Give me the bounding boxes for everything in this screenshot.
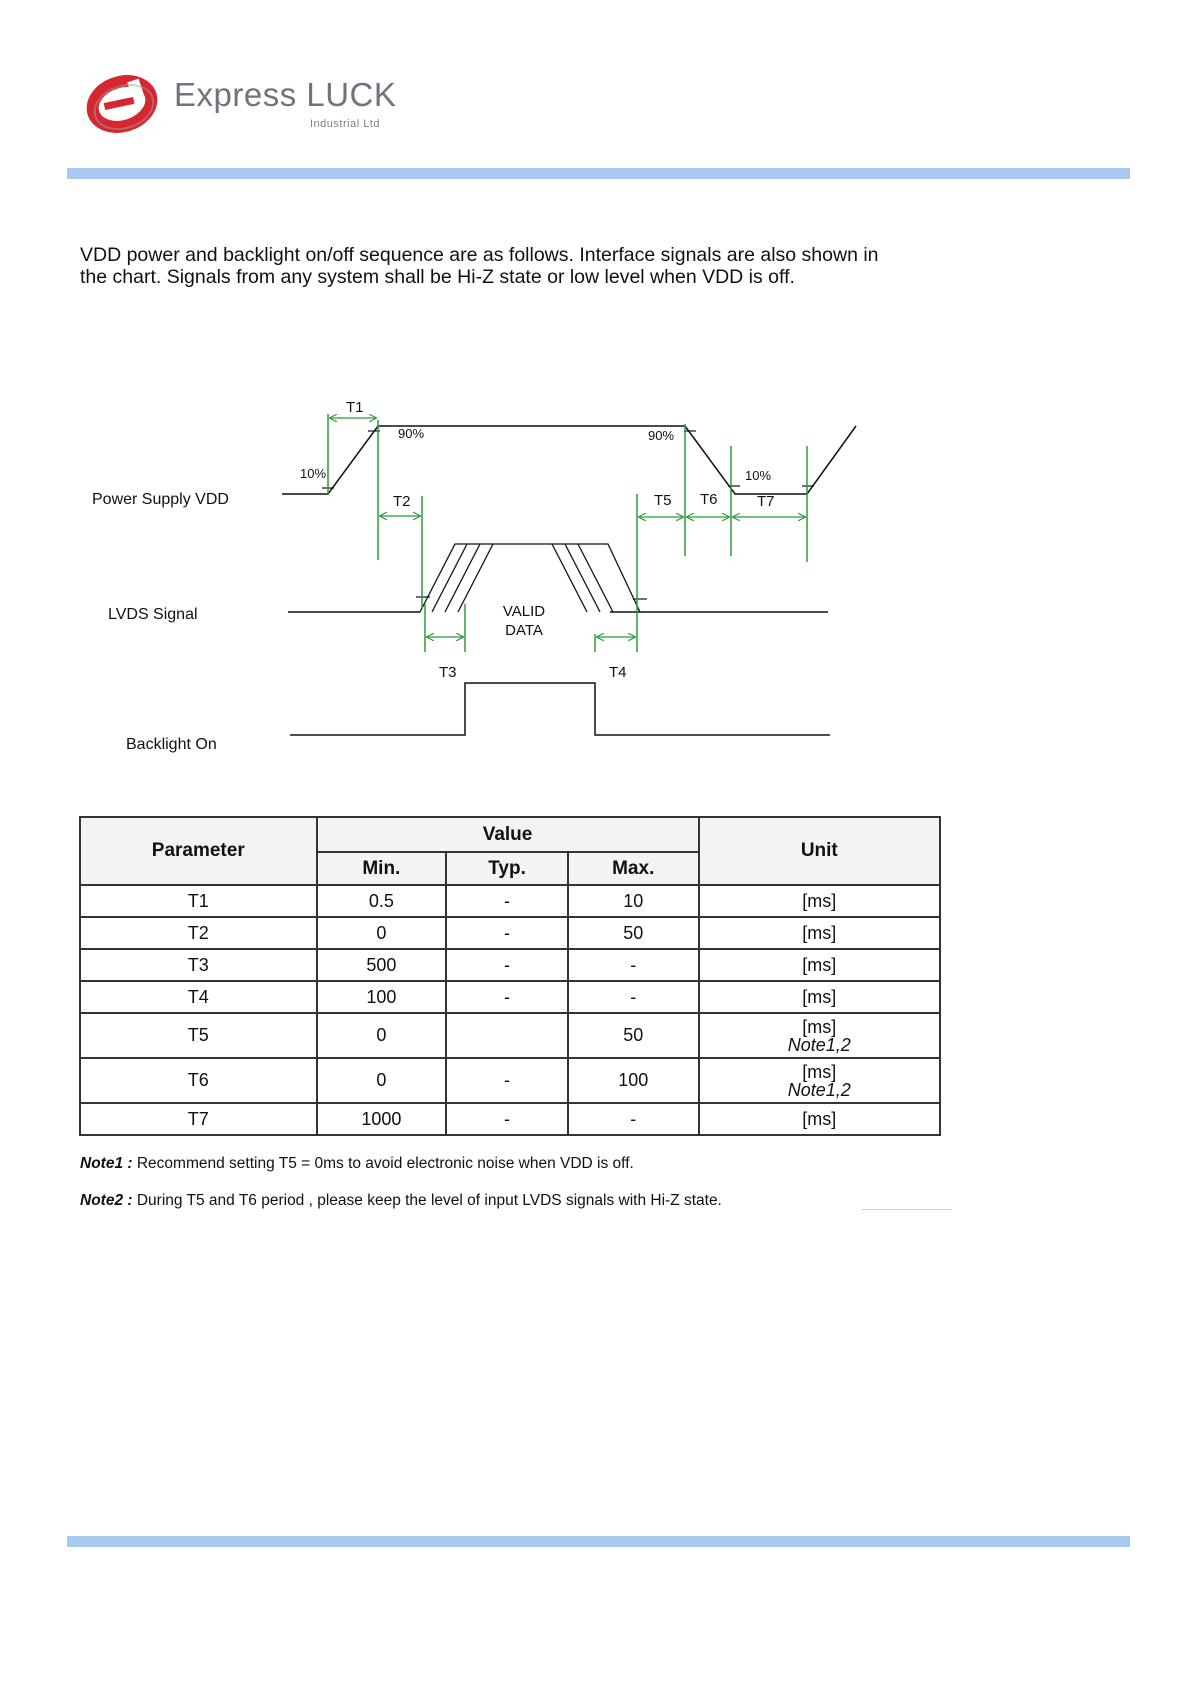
cell-max: 10	[568, 885, 699, 917]
label-t2: T2	[393, 493, 411, 510]
note-2	[80, 1192, 722, 1210]
cell-typ: -	[446, 917, 568, 949]
brand-name: Express LUCK	[174, 76, 397, 113]
cell-unit: [ms]	[699, 1103, 940, 1135]
cell-unit	[699, 1013, 940, 1058]
cell-max: -	[568, 949, 699, 981]
cell-min: 100	[317, 981, 447, 1013]
label-t1: T1	[346, 399, 364, 416]
unit-value: [ms]	[802, 1061, 837, 1082]
cell-unit: [ms]	[699, 949, 940, 981]
cell-min: 0	[317, 1058, 447, 1103]
level-10-right: 10%	[745, 468, 772, 483]
cell-param: T3	[80, 949, 317, 981]
header-max: Max.	[568, 852, 699, 885]
header-unit: Unit	[699, 817, 940, 885]
level-90-right: 90%	[648, 428, 675, 443]
cell-unit: [ms]	[699, 981, 940, 1013]
note-2-text: During T5 and T6 period , please keep the level of input LVDS signals with Hi-Z state.	[132, 1192, 722, 1209]
table-row	[80, 917, 940, 949]
company-logo	[86, 66, 416, 138]
unit-note: Note1,2	[787, 1034, 851, 1055]
timing-diagram	[80, 390, 980, 760]
cell-typ	[446, 1013, 568, 1058]
label-t4: T4	[609, 664, 627, 681]
cell-typ: -	[446, 949, 568, 981]
cell-typ: -	[446, 1103, 568, 1135]
timing-parameter-table	[79, 816, 941, 1136]
cell-param: T6	[80, 1058, 317, 1103]
footer-rule	[67, 1536, 1130, 1547]
cell-param: T4	[80, 981, 317, 1013]
level-10-left: 10%	[300, 466, 327, 481]
table-row	[80, 949, 940, 981]
header-rule	[67, 168, 1130, 179]
cell-param: T1	[80, 885, 317, 917]
intro-line-2: the chart. Signals from any system shall be Hi-Z state or low level when VDD is off.	[80, 266, 795, 288]
cell-typ: -	[446, 885, 568, 917]
backlight-label: Backlight On	[126, 736, 217, 753]
cell-min: 1000	[317, 1103, 447, 1135]
cell-min: 0	[317, 1013, 447, 1058]
cell-unit: [ms]	[699, 917, 940, 949]
note-1-text: Recommend setting T5 = 0ms to avoid electronic noise when VDD is off.	[132, 1155, 634, 1172]
label-t5: T5	[654, 492, 672, 509]
table-row	[80, 981, 940, 1013]
label-t6: T6	[700, 491, 718, 508]
table-row	[80, 1058, 940, 1103]
valid-data-line2: DATA	[505, 622, 543, 639]
cell-param: T7	[80, 1103, 317, 1135]
header-value: Value	[317, 817, 699, 852]
vdd-waveform	[282, 426, 856, 494]
cell-max: -	[568, 981, 699, 1013]
cell-max: 50	[568, 1013, 699, 1058]
cell-typ: -	[446, 981, 568, 1013]
label-t3: T3	[439, 664, 457, 681]
table-row	[80, 1103, 940, 1135]
cell-min: 0.5	[317, 885, 447, 917]
intro-paragraph	[80, 244, 960, 288]
cell-unit	[699, 1058, 940, 1103]
unit-value: [ms]	[802, 1016, 837, 1037]
cell-unit: [ms]	[699, 885, 940, 917]
valid-data-line1: VALID	[502, 603, 546, 620]
brand-subtitle: Industrial Ltd	[310, 118, 380, 130]
lvds-label: LVDS Signal	[108, 606, 198, 623]
cell-max: 100	[568, 1058, 699, 1103]
backlight-waveform	[290, 683, 830, 735]
note-2-label: Note2 :	[80, 1192, 133, 1209]
logo-mark-icon	[86, 66, 166, 138]
cell-param: T2	[80, 917, 317, 949]
cell-max: 50	[568, 917, 699, 949]
divider	[862, 1209, 952, 1210]
header-typ: Typ.	[446, 852, 568, 885]
table-row	[80, 885, 940, 917]
table-row	[80, 1013, 940, 1058]
level-90-left: 90%	[398, 426, 425, 441]
vdd-label: Power Supply VDD	[92, 491, 229, 508]
header-min: Min.	[317, 852, 447, 885]
cell-typ: -	[446, 1058, 568, 1103]
unit-note: Note1,2	[787, 1079, 851, 1100]
label-t7: T7	[757, 493, 775, 510]
cell-max: -	[568, 1103, 699, 1135]
note-1	[80, 1155, 634, 1173]
header-parameter: Parameter	[80, 817, 317, 885]
note-1-label: Note1 :	[80, 1155, 133, 1172]
cell-min: 500	[317, 949, 447, 981]
timing-arrows	[330, 418, 805, 637]
intro-line-1: VDD power and backlight on/off sequence are as follows. Interface signals are also shown in	[80, 244, 879, 266]
cell-param: T5	[80, 1013, 317, 1058]
timing-markers	[328, 414, 807, 652]
cell-min: 0	[317, 917, 447, 949]
